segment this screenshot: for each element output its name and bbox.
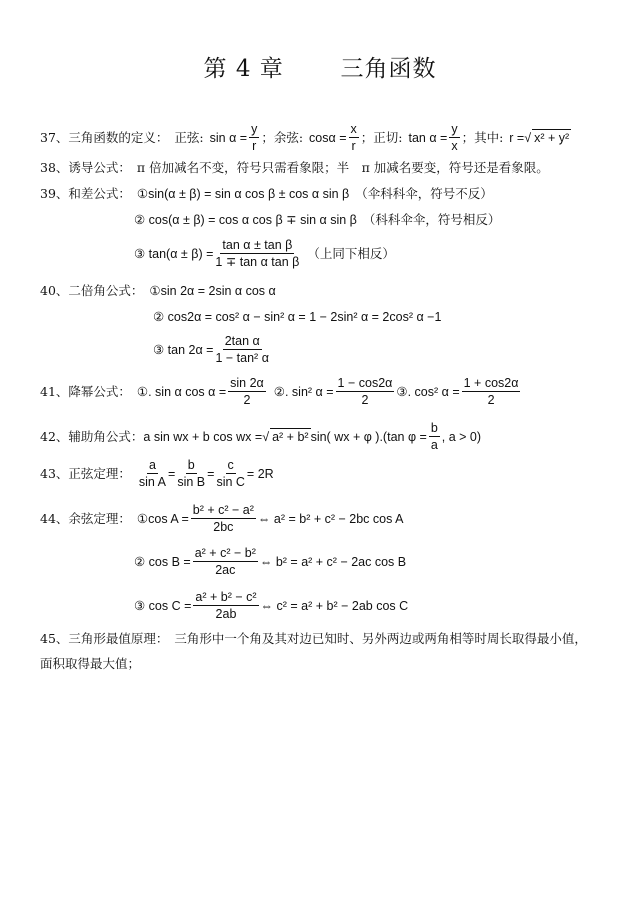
- law-cos-3-rhs: ⇔ c² = a² + b² − 2ab cos C: [260, 598, 409, 613]
- item-45-text-2: 面积取得最大值；: [40, 656, 141, 671]
- item-39-label: 39、和差公式：: [40, 186, 131, 201]
- item-41: [40, 376, 522, 407]
- aux-denominator: a: [430, 438, 438, 452]
- item-40-tan: [153, 334, 271, 365]
- reduce-2-numerator: 1 − cos2α: [337, 376, 393, 390]
- law-sine-sinC: sin C: [216, 475, 245, 489]
- item-39-tan: [134, 238, 395, 269]
- law-sine-rhs: = 2R: [246, 466, 274, 481]
- tangent-lhs: tan α =: [408, 130, 448, 145]
- item-37: [40, 122, 571, 153]
- item-40-label: 40、二倍角公式：: [40, 283, 144, 298]
- sum-tan-denominator: 1 ∓ tan α tan β: [215, 255, 300, 269]
- aux-formula-fraction: [429, 421, 440, 452]
- law-cos-3-numerator: a² + b² − c²: [195, 590, 257, 604]
- sine-lhs: sin α =: [209, 130, 248, 145]
- law-sine-fraction-a: [139, 458, 166, 489]
- law-sine-b: b: [187, 458, 195, 472]
- law-cos-2-fraction: [193, 546, 258, 577]
- double-formula-tan-fraction: [215, 334, 268, 365]
- aux-formula-lhs: a sin wx + b cos wx =: [143, 429, 263, 444]
- law-cos-3-denominator: 2ab: [215, 607, 237, 621]
- item-42: [40, 421, 481, 452]
- law-cos-1-numerator: b² + c² − a²: [192, 503, 254, 517]
- item-40: [40, 283, 276, 299]
- item-45-label: 45、三角形最值原理：: [40, 631, 169, 646]
- sum-tan-numerator: tan α ± tan β: [222, 238, 293, 252]
- law-sine-fraction-b: [177, 458, 205, 489]
- item-38: [40, 160, 549, 176]
- sine-denominator: r: [252, 139, 257, 153]
- sqrt-icon: √: [524, 130, 532, 145]
- item-39-cos: [134, 212, 500, 228]
- sine-fraction: [249, 122, 259, 153]
- item-39: [40, 186, 493, 202]
- tangent-numerator: y: [451, 122, 458, 136]
- law-cos-3-lhs: ③ cos C =: [134, 598, 192, 613]
- item-44-c: [134, 590, 408, 621]
- law-sine-fraction-c: [216, 458, 244, 489]
- aux-numerator: b: [430, 421, 438, 435]
- sum-formula-tan-lhs: ③ tan(α ± β) =: [134, 246, 214, 261]
- tangent-label: ；正切:: [360, 129, 403, 145]
- sum-formula-sin: ①sin(α ± β) = sin α cos β ± cos α sin β: [136, 187, 350, 201]
- sum-note-sin: （伞科科伞，符号不反）: [355, 186, 493, 201]
- reduce-formula-1-lhs: ①. sin α cos α =: [136, 384, 227, 399]
- item-43: [40, 458, 274, 489]
- sine-label: 正弦:: [174, 129, 204, 145]
- item-44-b: [134, 546, 406, 577]
- sum-note-cos: （科科伞伞，符号相反）: [362, 212, 501, 227]
- reduce-1-denominator: 2: [243, 393, 251, 407]
- reduce-3-numerator: 1 + cos2α: [463, 376, 519, 390]
- item-44-label: 44、余弦定理：: [40, 510, 131, 526]
- cosine-label: ；余弦:: [261, 129, 304, 145]
- law-cos-1-fraction: [191, 503, 256, 534]
- law-cos-2-denominator: 2ac: [215, 563, 236, 577]
- item-38-text: π 倍加减名不变，符号只需看象限；半 π 加减名要变，符号还是看象限。: [136, 160, 549, 175]
- item-45-text-1: 三角形中一个角及其对边已知时、另外两边或两角相等时周长取得最小值，: [174, 631, 587, 646]
- cosine-lhs: cosα =: [309, 130, 347, 145]
- law-cos-1-rhs: ⇔ a² = b² + c² − 2bc cos A: [257, 511, 404, 526]
- reduce-1-numerator: sin 2α: [230, 376, 264, 390]
- reduce-formula-2-fraction: [336, 376, 395, 407]
- r-radicand: x² + y²: [534, 131, 570, 145]
- reduce-2-denominator: 2: [361, 393, 369, 407]
- law-cos-2-rhs: ⇔ b² = a² + c² − 2ac cos B: [259, 554, 407, 569]
- where-label: ；其中:: [461, 129, 504, 145]
- item-41-label: 41、降幂公式：: [40, 383, 131, 399]
- reduce-formula-1-fraction: [228, 376, 266, 407]
- item-38-label: 38、诱导公式：: [40, 160, 131, 175]
- sum-note-tan: （上同下相反）: [307, 245, 395, 261]
- cosine-denominator: r: [351, 139, 356, 153]
- tangent-denominator: x: [451, 139, 458, 153]
- cosine-numerator: x: [350, 122, 357, 136]
- chapter-name: 三角函数: [340, 56, 437, 82]
- double-formula-tan-lhs: ③ tan 2α =: [153, 342, 214, 357]
- double-formula-cos: ② cos2α = cos² α − sin² α = 1 − 2sin² α = 2cos² α −1: [153, 310, 442, 324]
- item-43-label: 43、正弦定理：: [40, 465, 131, 481]
- equals-sign: =: [207, 466, 215, 481]
- law-sine-sinB: sin B: [177, 475, 206, 489]
- item-40-cos: [153, 309, 441, 325]
- law-sine-sinA: sin A: [138, 475, 167, 489]
- item-42-label: 42、辅助角公式：: [40, 428, 144, 444]
- double-formula-sin: ①sin 2α = 2sin α cos α: [149, 284, 276, 298]
- law-cos-1-lhs: ①cos A =: [136, 511, 189, 526]
- double-tan-numerator: 2tan α: [224, 334, 260, 348]
- equals-sign: =: [168, 466, 176, 481]
- reduce-3-denominator: 2: [487, 393, 495, 407]
- chapter-number: 第 4 章: [203, 56, 284, 82]
- item-45-cont: [40, 656, 140, 672]
- law-cos-2-numerator: a² + c² − b²: [194, 546, 256, 560]
- sqrt-icon: √: [262, 429, 270, 444]
- r-lhs: r =: [509, 130, 525, 145]
- reduce-formula-3-fraction: [462, 376, 521, 407]
- page-title: [0, 50, 640, 83]
- law-cos-2-lhs: ② cos B =: [134, 554, 191, 569]
- double-tan-denominator: 1 − tan² α: [215, 351, 269, 365]
- aux-formula-tail: , a > 0): [441, 429, 482, 444]
- law-cos-3-fraction: [193, 590, 258, 621]
- law-sine-a: a: [148, 458, 156, 472]
- law-sine-c: c: [227, 458, 234, 472]
- cosine-fraction: [349, 122, 359, 153]
- reduce-formula-2-lhs: ②. sin² α =: [273, 384, 334, 399]
- item-44: [40, 503, 403, 534]
- tangent-fraction: [449, 122, 459, 153]
- item-37-label: 37、三角函数的定义：: [40, 129, 169, 145]
- sum-formula-cos: ② cos(α ± β) = cos α cos β ∓ sin α sin β: [134, 213, 357, 227]
- sum-formula-tan-fraction: [215, 238, 299, 269]
- sine-numerator: y: [251, 122, 258, 136]
- reduce-formula-3-lhs: ③. cos² α =: [396, 384, 460, 399]
- aux-formula-mid: sin( wx + φ ).(tan φ =: [310, 429, 427, 444]
- law-cos-1-denominator: 2bc: [213, 520, 234, 534]
- item-45: [40, 631, 587, 647]
- aux-radicand: a² + b²: [272, 430, 309, 444]
